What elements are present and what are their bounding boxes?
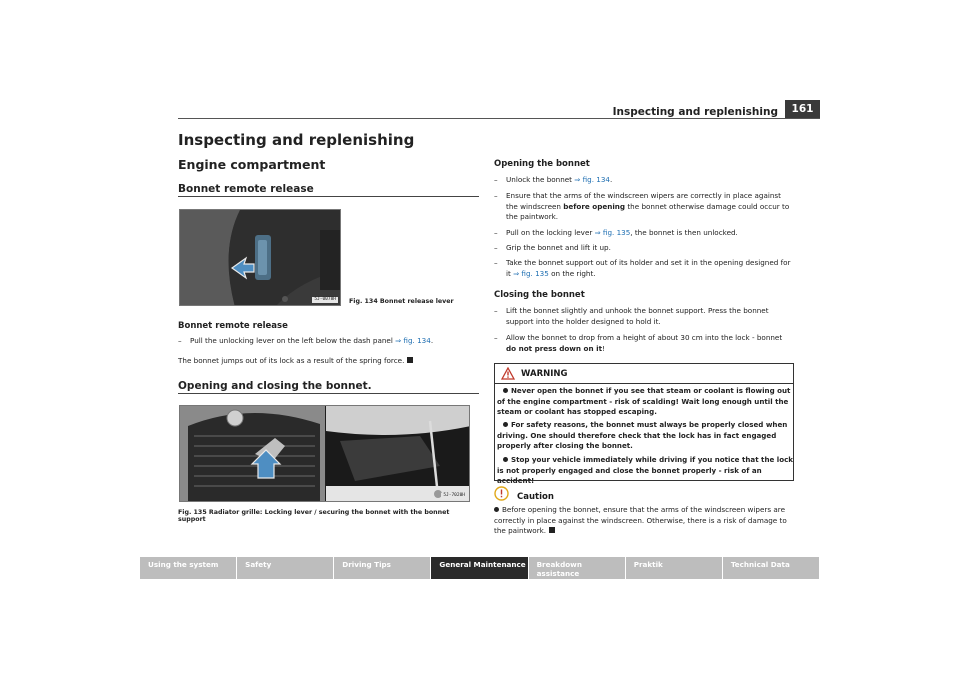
bonnet-lever-illustration xyxy=(180,210,341,306)
warning-header xyxy=(495,364,793,384)
opening-closing-rule xyxy=(178,393,479,394)
running-header-title: Inspecting and replenishing xyxy=(612,106,778,118)
release-note: The bonnet jumps out of its lock as a result of the spring force. xyxy=(178,356,478,367)
nav-tab-technical-data[interactable]: Technical Data xyxy=(723,557,820,579)
opening-step-4: – Grip the bonnet and lift it up. xyxy=(494,243,611,252)
nav-tab-driving-tips[interactable]: Driving Tips xyxy=(334,557,431,579)
opening-step-2: – Ensure that the arms of the windscreen wipers are correctly in place against the windscreen before opening the bonnet otherwise damage could occur to the paintwork. xyxy=(494,191,790,221)
figure-135-image xyxy=(179,405,470,502)
page-number: 161 xyxy=(785,100,820,119)
nav-tab-praktik[interactable]: Praktik xyxy=(626,557,723,579)
nav-tab-using-the-system[interactable]: Using the system xyxy=(140,557,237,579)
warning-box xyxy=(494,363,794,485)
opening-step-3: – Pull on the locking lever ⇒ fig. 135, the bonnet is then unlocked. xyxy=(494,228,738,237)
figure-135-caption: Fig. 135 Radiator grille: Locking lever / securing the bonnet with the bonnet support xyxy=(178,509,450,523)
bullet-icon xyxy=(503,457,508,462)
figure-134-caption: Fig. 134 Bonnet release lever xyxy=(349,298,454,305)
figure-134-image xyxy=(179,209,341,306)
end-of-section-mark xyxy=(549,527,555,533)
warning-item: Never open the bonnet if you see that steam or coolant is flowing out of the engine compartment - risk of scalding! Wait long enough until the steam or coolant has stopped escaping. xyxy=(497,386,791,416)
page-title: Inspecting and replenishing xyxy=(178,131,415,149)
closing-step-1: – Lift the bonnet slightly and unhook the bonnet support. Press the bonnet support into the holder designed to hold it. xyxy=(494,306,769,326)
bonnet-release-heading: Bonnet remote release xyxy=(178,183,314,195)
nav-tab-general-maintenance[interactable]: General Maintenance xyxy=(431,557,528,579)
bullet-icon xyxy=(503,422,508,427)
fig-134-link[interactable]: ⇒ fig. 134 xyxy=(395,336,431,345)
closing-step-2: – Allow the bonnet to drop from a height of about 30 cm into the lock - bonnet do not press down on it! xyxy=(494,333,783,353)
nav-tab-safety[interactable]: Safety xyxy=(237,557,334,579)
opening-step-1: – Unlock the bonnet ⇒ fig. 134. xyxy=(494,175,613,184)
release-step-1: – Pull the unlocking lever on the left below the dash panel ⇒ fig. 134. xyxy=(178,336,434,345)
figure-code: 5J-7020H xyxy=(443,493,465,498)
bullet-icon xyxy=(494,507,499,512)
warning-item: Stop your vehicle immediately while driving if you notice that the lock is not properly engaged and close the bonnet properly - risk of an accident! xyxy=(497,455,794,485)
warning-title: WARNING xyxy=(521,369,568,379)
warning-triangle-icon xyxy=(501,367,515,380)
caution-icon xyxy=(494,486,509,501)
section-heading: Engine compartment xyxy=(178,157,326,172)
fig-135-link[interactable]: ⇒ fig. 135 xyxy=(513,268,549,278)
chapter-navigation xyxy=(140,557,820,579)
caution-title: Caution xyxy=(517,492,554,502)
fig-135-link[interactable]: ⇒ fig. 135 xyxy=(594,228,631,237)
end-of-section-mark xyxy=(407,357,413,363)
bonnet-release-rule xyxy=(178,196,479,197)
bonnet-release-subheading: Bonnet remote release xyxy=(178,321,288,331)
opening-closing-heading: Opening and closing the bonnet. xyxy=(178,380,372,392)
header-divider xyxy=(178,118,820,119)
fig-134-link[interactable]: ⇒ fig. 134 xyxy=(574,175,610,184)
radiator-grille-illustration xyxy=(180,406,470,502)
warning-item: For safety reasons, the bonnet must always be properly closed when driving. One should therefore check that the lock has in fact engaged properly after closing the bonnet. xyxy=(497,420,788,450)
caution-text: Before opening the bonnet, ensure that the arms of the windscreen wipers are correctly in place against the windscreen. Otherwise, there is a risk of damage to the paintwork. xyxy=(494,505,787,535)
bullet-icon xyxy=(503,388,508,393)
opening-step-5: – Take the bonnet support out of its holder and set it in the opening designed for it ⇒ fig. 135 on the right. xyxy=(494,258,791,278)
nav-tab-breakdown-assistance[interactable]: Breakdown assistance xyxy=(529,557,626,579)
figure-code: 5J-0078H xyxy=(314,297,336,302)
opening-heading: Opening the bonnet xyxy=(494,159,590,169)
closing-heading: Closing the bonnet xyxy=(494,290,585,300)
